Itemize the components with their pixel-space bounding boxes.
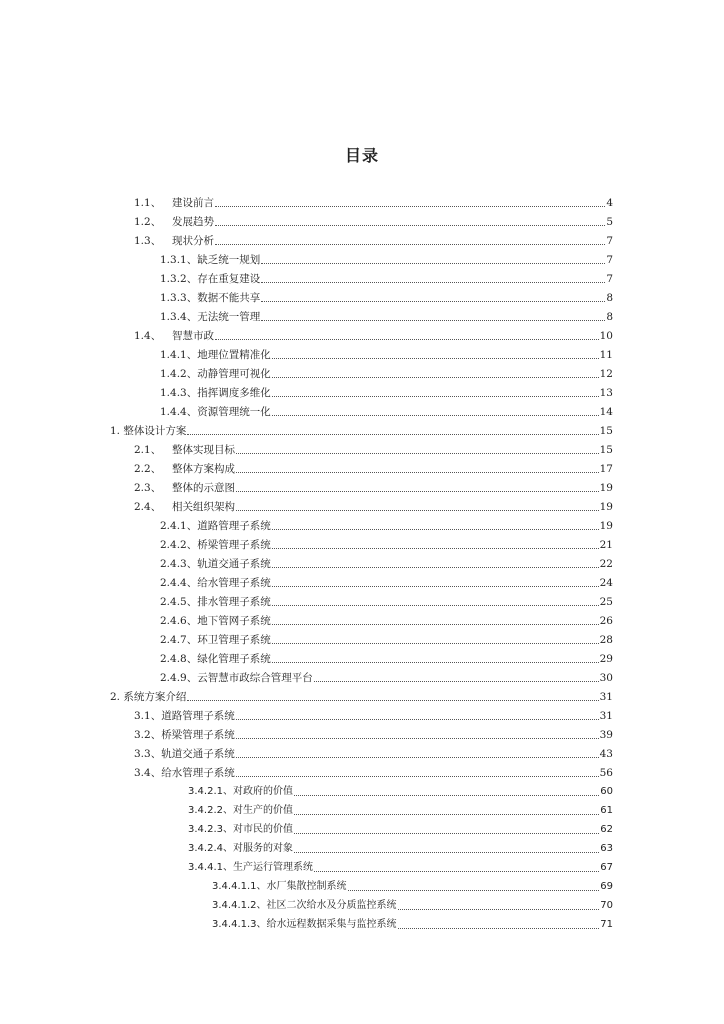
toc-entry-page: 12 — [599, 368, 613, 380]
toc-entry-label: 3.4、给水管理子系统 — [134, 767, 235, 779]
toc-entry[interactable] — [212, 894, 613, 912]
toc-entry[interactable] — [160, 267, 613, 285]
toc-entry[interactable] — [160, 609, 613, 627]
toc-entry[interactable] — [134, 742, 613, 760]
toc-entry[interactable] — [160, 248, 613, 266]
toc-entry-page: 7 — [606, 254, 613, 266]
toc-entry[interactable] — [134, 723, 613, 741]
toc-entry-label: 3.4.2.2、对生产的价值 — [188, 805, 293, 816]
toc-entry-label: 1.4.4、资源管理统一化 — [160, 406, 271, 418]
toc-entry[interactable] — [134, 191, 613, 209]
toc-entry-label: 2.2、 整体方案构成 — [134, 463, 235, 475]
toc-entry-page: 7 — [606, 273, 613, 285]
toc-entry-page: 7 — [606, 235, 613, 247]
toc-entry[interactable] — [134, 704, 613, 722]
toc-entry-label: 2.4.2、桥梁管理子系统 — [160, 539, 271, 551]
toc-entry-label: 2.3、 整体的示意图 — [134, 482, 235, 494]
toc-entry-page: 19 — [599, 501, 613, 513]
toc-entry-page: 71 — [600, 919, 613, 930]
toc-entry-label: 2.4.8、绿化管理子系统 — [160, 653, 271, 665]
toc-entry-label: 1.3.1、缺乏统一规划 — [160, 254, 261, 266]
toc-entry-label: 2.4.7、环卫管理子系统 — [160, 634, 271, 646]
toc-entry-label: 2.4.9、云智慧市政综合管理平台 — [160, 672, 313, 684]
toc-entry-label: 1.3.4、无法统一管理 — [160, 311, 261, 323]
toc-entry[interactable] — [160, 514, 613, 532]
toc-entry-page: 8 — [606, 311, 613, 323]
toc-entry[interactable] — [188, 818, 613, 836]
toc-entry[interactable] — [134, 210, 613, 228]
toc-entry-page: 67 — [600, 862, 613, 873]
toc-entry-label: 1.4.1、地理位置精准化 — [160, 349, 271, 361]
toc-entry-label: 3.4.2.3、对市民的价值 — [188, 824, 293, 835]
toc-entry-page: 26 — [599, 615, 613, 627]
toc-entry-page: 10 — [599, 330, 613, 342]
toc-entry-label: 3.4.4.1.1、水厂集散控制系统 — [212, 881, 347, 892]
toc-entry[interactable] — [160, 305, 613, 323]
toc-entry[interactable] — [160, 590, 613, 608]
toc-entry-page: 70 — [600, 900, 613, 911]
toc-entry-label: 1.4.3、指挥调度多维化 — [160, 387, 271, 399]
toc-entry-label: 2.4.3、轨道交通子系统 — [160, 558, 271, 570]
toc-entry-page: 5 — [606, 216, 613, 228]
toc-entry-page: 61 — [600, 805, 613, 816]
toc-entry-page: 14 — [599, 406, 613, 418]
toc-entry-page: 19 — [599, 520, 613, 532]
toc-entry-label: 2.4、 相关组织架构 — [134, 501, 235, 513]
toc-entry-label: 1.4.2、动静管理可视化 — [160, 368, 271, 380]
toc-entry-label: 3.4.2.1、对政府的价值 — [188, 786, 293, 797]
toc-entry[interactable] — [188, 780, 613, 798]
toc-entry-label: 2.4.1、道路管理子系统 — [160, 520, 271, 532]
toc-entry-page: 13 — [599, 387, 613, 399]
toc-entry[interactable] — [188, 856, 613, 874]
toc-entry[interactable] — [160, 343, 613, 361]
toc-entry-page: 19 — [599, 482, 613, 494]
toc-entry-page: 63 — [600, 843, 613, 854]
toc-entry-label: 2.4.6、地下管网子系统 — [160, 615, 271, 627]
toc-entry[interactable] — [134, 457, 613, 475]
toc-entry[interactable] — [160, 400, 613, 418]
toc-entry-label: 1. 整体设计方案 — [110, 425, 187, 437]
toc-entry[interactable] — [160, 362, 613, 380]
toc-entry-page: 56 — [599, 767, 613, 779]
toc-entry-label: 1.2、 发展趋势 — [134, 216, 214, 228]
toc-entry[interactable] — [160, 666, 613, 684]
toc-entry-label: 3.2、桥梁管理子系统 — [134, 729, 235, 741]
toc-entry-page: 17 — [599, 463, 613, 475]
toc-entry[interactable] — [188, 799, 613, 817]
toc-entry[interactable] — [212, 913, 613, 931]
toc-entry[interactable] — [160, 647, 613, 665]
toc-entry[interactable] — [188, 837, 613, 855]
toc-entry-label: 2. 系统方案介绍 — [110, 691, 187, 703]
toc-entry[interactable] — [160, 533, 613, 551]
toc-entry[interactable] — [160, 552, 613, 570]
toc-entry-page: 69 — [600, 881, 613, 892]
toc-entry-page: 39 — [599, 729, 613, 741]
toc-entry-label: 1.3.3、数据不能共享 — [160, 292, 261, 304]
toc-entry-label: 3.3、轨道交通子系统 — [134, 748, 235, 760]
toc-entry[interactable] — [160, 571, 613, 589]
toc-entry-label: 1.1、 建设前言 — [134, 197, 214, 209]
toc-entry[interactable] — [134, 438, 613, 456]
toc-entry[interactable] — [160, 381, 613, 399]
toc-entry-page: 30 — [599, 672, 613, 684]
toc-entry-label: 3.1、道路管理子系统 — [134, 710, 235, 722]
toc-entry-page: 24 — [599, 577, 613, 589]
toc-entry-page: 15 — [599, 425, 613, 437]
toc-entry[interactable] — [160, 286, 613, 304]
toc-entry[interactable] — [212, 875, 613, 893]
toc-entry-page: 4 — [606, 197, 613, 209]
toc-entry-label: 1.4、 智慧市政 — [134, 330, 214, 342]
toc-entry-label: 2.4.5、排水管理子系统 — [160, 596, 271, 608]
toc-entry-page: 15 — [599, 444, 613, 456]
toc-entry[interactable] — [134, 324, 613, 342]
toc-entry-label: 1.3、 现状分析 — [134, 235, 214, 247]
toc-entry-label: 3.4.2.4、对服务的对象 — [188, 843, 293, 854]
toc-entry[interactable] — [134, 476, 613, 494]
toc-entry[interactable] — [110, 685, 613, 703]
toc-entry-page: 31 — [599, 710, 613, 722]
toc-entry-page: 8 — [606, 292, 613, 304]
toc-entry-page: 29 — [599, 653, 613, 665]
toc-entry[interactable] — [134, 761, 613, 779]
toc-entry-page: 62 — [600, 824, 613, 835]
toc-entry[interactable] — [134, 495, 613, 513]
toc-entry-page: 43 — [599, 748, 613, 760]
toc-entry-label: 3.4.4.1.2、社区二次给水及分质监控系统 — [212, 900, 397, 911]
toc-entry-page: 25 — [599, 596, 613, 608]
toc-entry-label: 3.4.4.1、生产运行管理系统 — [188, 862, 313, 873]
toc-entry[interactable] — [160, 628, 613, 646]
toc-title: 目录 — [344, 146, 379, 165]
toc-entry-page: 31 — [599, 691, 613, 703]
toc-entry[interactable] — [134, 229, 613, 247]
toc-entry-page: 60 — [600, 786, 613, 797]
toc-entry-page: 11 — [599, 349, 613, 361]
toc-entry-page: 22 — [599, 558, 613, 570]
toc-entry[interactable] — [110, 419, 613, 437]
toc-entry-label: 2.4.4、给水管理子系统 — [160, 577, 271, 589]
toc-entry-label: 3.4.4.1.3、给水远程数据采集与监控系统 — [212, 919, 397, 930]
toc-entry-label: 1.3.2、存在重复建设 — [160, 273, 261, 285]
toc-entry-label: 2.1、 整体实现目标 — [134, 444, 235, 456]
toc-entry-page: 28 — [599, 634, 613, 646]
toc-entry-page: 21 — [599, 539, 613, 551]
